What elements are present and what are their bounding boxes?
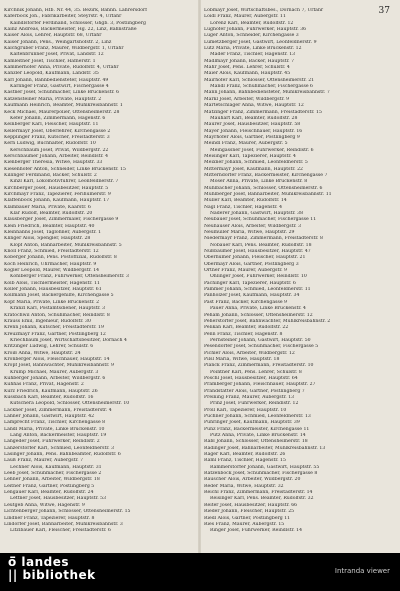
directory-entry: Karlinger Franz, Gastwirt, Fischergasse 4 bbox=[10, 84, 109, 90]
directory-entry: Nöbauer Karl, Pens. Beamter, Rudolfstr. 18 bbox=[210, 242, 312, 248]
directory-entry: Panholzer Josef, Kaufmann, Hauptstr. 34 bbox=[204, 293, 300, 299]
directory-entry: Kanzler Leopold, Kaufmann, Landstr. 35 bbox=[4, 71, 99, 77]
directory-entry: Klinger Alois, Spengler, Hauptstr. 28 bbox=[4, 236, 91, 242]
left-column bbox=[4, 8, 196, 535]
directory-entry: Käferböck Joh., Fabrikarbeiter, Steyrstr. 4, Urfahr bbox=[4, 14, 122, 20]
directory-entry: Pammer Johann, Schmied, Leonfeldnerstr. 11 bbox=[204, 287, 311, 293]
directory-entry: Putz Anna, Private, Linke Brückenstr. 14 bbox=[210, 433, 306, 439]
directory-entry: Kopf Maria, Private, Linke Brückenstr. 2 bbox=[4, 299, 100, 305]
directory-entry: Prandstätter Alois, Gärtner, Pöstlingberg 7 bbox=[204, 388, 305, 394]
directory-entry: Kellermayr Josef, Oberlehrer, Kirchengasse 2 bbox=[4, 128, 111, 134]
directory-entry: Kaiser Johann, Pens., Weingartshofstr. 2, Linz bbox=[4, 39, 112, 45]
directory-entry: Pöschl Josef, Hausbesitzer, Hauptstr. 64 bbox=[204, 375, 298, 381]
directory-entry: Raml Franz, Tischler, Hagenstr. 15 bbox=[204, 458, 286, 464]
directory-entry: Radinger Josef, Bahnarbeiter, Mühlkreisbahnstr. 13 bbox=[204, 445, 326, 451]
directory-entry: Kaltenbrunner Josef, Privat, Landstr. 12 bbox=[10, 52, 104, 58]
directory-entry: Pilsl Maria, Witwe, Hauptstr. 18 bbox=[204, 356, 280, 362]
directory-entry: Kratochwil Anton, Schuhmacher, Reindlstr. 8 bbox=[4, 312, 110, 318]
directory-entry: Mairhofer Karl, Schlosser, Ottensheimerstr. 21 bbox=[204, 77, 315, 83]
directory-entry: Klein Friedrich, Beamter, Hauptstr. 40 bbox=[4, 223, 95, 229]
directory-entry: Kaindlstorfer Ferdinand, Schlosser, Ghgb. 3, Pöstlingberg bbox=[10, 20, 146, 26]
directory-entry: Keck Michael, Maurerpolier, Ottensheimerstr. 28 bbox=[4, 109, 120, 115]
directory-entry: Koch Heinrich, Uhrmacher, Hauptstr. 9 bbox=[4, 261, 97, 267]
directory-entry: Lobmayr Josef, Wirtschaftsbes., Dornach 7, Urfahr bbox=[204, 8, 324, 13]
directory-entry: Kussbach Karl, Beamter, Rudolfstr. 16 bbox=[4, 394, 94, 400]
directory-entry: Lehner Johann, Arbeiter, Wildbergstr. 18 bbox=[4, 477, 100, 483]
directory-entry: Kurz Friedrich, Kaufmann, Hauptstr. 26 bbox=[4, 388, 98, 394]
directory-entry: Kranzl Karl, Postamtsdiener, Hauptstr. 3 bbox=[10, 306, 106, 312]
directory-entry: Lahner Johann, Gastwirt, Hauptstr. 42 bbox=[4, 414, 95, 419]
directory-entry: Martetschläger Anna, Witwe, Hauptstr. 12 bbox=[204, 103, 304, 109]
directory-entry: Kriechbaum Josef, Wirtschaftsbesitzer, Dornach 4 bbox=[10, 337, 127, 343]
directory-entry: Katzensteiner Maria, Private, Hauptstr. 2 bbox=[4, 96, 102, 102]
page-gutter bbox=[198, 0, 201, 553]
directory-entry: Krauss Emil, Ingenieur, Rudolfstr. 30 bbox=[4, 318, 91, 324]
directory-entry: Kreuzmayr Franz, Gärtner, Pöstlingberg 12 bbox=[4, 331, 106, 337]
directory-entry: Obermayr Alois, Gärtner, Pöstlingberg 3 bbox=[204, 261, 299, 267]
directory-entry: Keinberger Karl, Fleischer, Hauptstr. 11 bbox=[4, 122, 99, 128]
directory-entry: Kaufmann Heinrich, Beamter, Mühlkreisbahnstr. 1 bbox=[4, 103, 123, 109]
directory-entry: Loidl Franz, Maurer, Aubergstr. 11 bbox=[204, 14, 286, 20]
directory-entry: Matzinger Franz, Zimmermann, Freistädterstr. 15 bbox=[204, 109, 322, 115]
directory-entry: Reisinger Karl, Pens. Beamter, Rudolfstr. 32 bbox=[210, 496, 314, 502]
directory-entry: Killinger Ferdinand, Bäcker, Schulstr. 2 bbox=[4, 172, 97, 178]
directory-entry: Meisinger Karl, Tapezierer, Hauptstr. 4 bbox=[204, 153, 296, 159]
directory-entry: Litzlbauer Karl, Fleischer, Freistädterstr. 6 bbox=[10, 528, 111, 534]
directory-entry: Kefer Johann, Zimmermann, Hagenstr. 6 bbox=[10, 115, 106, 121]
directory-entry: Kohlberger Franz, Fuhrwerker, Ottensheimerstr. 3 bbox=[10, 274, 129, 280]
directory-entry: Markl Josef, Arbeiter, Wildbergstr. 9 bbox=[204, 96, 290, 102]
directory-entry: Öhlinger Josef, Fuhrwerker, Reindlstr. 10 bbox=[210, 274, 307, 280]
directory-entry: Meindl Franz, Maurer, Aubergstr. 5 bbox=[204, 141, 288, 147]
directory-entry: Kirchberger Josef, Hausbesitzer, Hauptstr. 5 bbox=[4, 185, 109, 191]
directory-entry: Penn Franz, Tischler, Hagenstr. 8 bbox=[204, 331, 283, 337]
directory-entry: Mahr Josef, Pens. Lehrer, Schulstr. 4 bbox=[204, 65, 290, 71]
directory-entry: Kühhas Franz, Privat, Hagenstr. 2 bbox=[4, 382, 84, 388]
directory-entry: Lindorfer Josef, Bahnarbeiter, Mühlkreisbahnstr. 3 bbox=[4, 521, 123, 527]
directory-entry: Kammerhofer Anna, Private, Rudolfstr. 4, Urfahr bbox=[4, 65, 119, 71]
directory-entry: Maier Alois, Kaufmann, Hauptstr. 45 bbox=[204, 71, 291, 77]
directory-entry: Pelikan Karl, Beamter, Rudolfstr. 22 bbox=[204, 325, 289, 331]
directory-entry: Pauer Anna, Private, Linke Brückenstr. 4 bbox=[210, 306, 306, 312]
directory-entry: Pachinger Karl, Tapezierer, Hauptstr. 6 bbox=[204, 280, 296, 286]
directory-entry: Preining Franz, Maurer, Aubergstr. 13 bbox=[204, 394, 295, 400]
directory-entry: Müller Karl, Beamter, Rudolfstr. 14 bbox=[204, 198, 287, 204]
directory-entry: Kolb Alois, Tischlermeister, Hagenstr. 11 bbox=[4, 280, 100, 286]
directory-entry: Lang Anton, Bäckermeister, Hauptstr. 19 bbox=[10, 433, 107, 439]
directory-entry: Kirchmayr Franz, Tapezierer, Ferihumerstr. 9 bbox=[4, 191, 111, 197]
directory-entry: Riedl Alois, Gärtner, Pöstlingberg 11 bbox=[204, 515, 291, 521]
viewer-label[interactable]: Intranda viewer bbox=[334, 567, 390, 575]
directory-entry: Lutz Maria, Private, Linke Brückenstr. 12 bbox=[204, 46, 302, 52]
directory-entry: Kühberger Johann, Arbeiter, Wildbergstr. 6 bbox=[4, 375, 106, 381]
directory-entry: Planck Franz, Zimmermann, Freistädterstr. 10 bbox=[204, 363, 314, 369]
directory-entry: Puchner Johann, Schmied, Leonfeldnerstr. 13 bbox=[204, 414, 311, 419]
directory-entry: Rammerstorfer Johann, Gastwirt, Hauptstr. 55 bbox=[210, 464, 320, 470]
directory-entry: Kerschbaum Josef, Privat, Wildbergstr. 22 bbox=[10, 147, 109, 153]
directory-entry: Pointner Karl, Pens. Lehrer, Schulstr. 8 bbox=[210, 369, 302, 375]
directory-entry: Neubauer Josef, Schuhmacher, Fischergasse 11 bbox=[204, 217, 317, 223]
directory-entry: Kastner Josef, Schuhmacher, Linke Brückenstr. 6 bbox=[4, 90, 120, 96]
directory-entry: Koller Johann, Hausbesitzer, Hauptstr. 61 bbox=[4, 287, 102, 293]
directory-entry: Oberhumer Johann, Fleischer, Hauptstr. 21 bbox=[204, 255, 306, 261]
directory-entry: Kirchnik Johann, Hfb. Nr. 44, 35. Bezirk, Bahnh. Lahrersdorf bbox=[4, 8, 147, 13]
directory-entry: Klausberger Josef, Zimmermaler, Fischergasse 9 bbox=[4, 217, 119, 223]
directory-entry: Lorenz Karl, Beamter, Rudolfstr. 12 bbox=[210, 20, 294, 26]
directory-entry: Lengauer Karl, Beamter, Rudolfstr. 24 bbox=[4, 490, 94, 496]
directory-entry: Langeder Josef, Fuhrwerker, Reindlstr. 2 bbox=[4, 439, 100, 445]
directory-entry: Nagl Franz, Tischler, Hagenstr. 4 bbox=[204, 204, 283, 210]
directory-entry: Niedermayr Franz, Zimmermann, Freistädterstr. 8 bbox=[204, 236, 323, 242]
directory-entry: Reichl Franz, Zimmermann, Freistädterstr. 14 bbox=[204, 490, 313, 496]
directory-entry: Pühringer Josef, Kaufmann, Hauptstr. 39 bbox=[204, 420, 300, 426]
directory-entry: Mühlbacher Johann, Schlosser, Ottensheimerstr. 6 bbox=[204, 185, 323, 191]
directory-entry: Mayrhofer Alois, Gärtner, Pöstlingberg 9 bbox=[204, 134, 300, 140]
directory-entry: Rauscher Alois, Arbeiter, Wildbergstr. 20 bbox=[204, 477, 301, 483]
directory-entry: Leitner Franz, Gärtner, Pöstlingberg 5 bbox=[4, 483, 95, 489]
directory-entry: Neuhauser Alois, Arbeiter, Wildbergstr. 3 bbox=[204, 223, 302, 229]
directory-entry: Lechner Alois, Kaufmann, Hauptstr. 31 bbox=[10, 464, 102, 470]
directory-entry: Lanzerstorfer Karl, Schmied, Leonfeldnerstr. 3 bbox=[4, 445, 115, 451]
directory-entry: Reiter Josef, Hausbesitzer, Hauptstr. 66 bbox=[204, 502, 298, 508]
directory-entry: Ries Franz, Maurer, Aubergstr. 15 bbox=[204, 521, 285, 527]
directory-entry: Lindner Franz, Tapezierer, Hauptstr. 8 bbox=[4, 515, 95, 521]
directory-entry: Klopf Anton, Bahnarbeiter, Mühlkreisbahnstr. 5 bbox=[10, 242, 122, 248]
directory-entry: Pramberger Johann, Fleischhauer, Hauptstr. 27 bbox=[204, 382, 316, 388]
directory-entry: Mitterndorfer Franz, Bäckermeister, Kirchengasse 7 bbox=[204, 172, 328, 178]
directory-entry: Luger Anton, Schneider, Kirchengasse 3 bbox=[204, 33, 299, 39]
directory-entry: Kutschera Leopold, Schlosser, Ottensheimerstr. 10 bbox=[10, 401, 130, 407]
logo-line-1: ö̈ landes bbox=[8, 555, 70, 569]
directory-entry: Klaffenböck Johann, Kaufmann, Hauptstr. 17 bbox=[4, 198, 110, 204]
directory-entry: Pesendorfer Josef, Schuhmacher, Fischergasse 5 bbox=[204, 344, 319, 350]
directory-entry: Past Franz, Bäcker, Kirchengasse 9 bbox=[204, 299, 287, 305]
directory-entry: Kronberger Alois, Fleischhauer, Hauptstr. 14 bbox=[4, 356, 110, 362]
directory-entry: Kepplinger Franz, Kutscher, Freistädterstr. 3 bbox=[4, 134, 110, 140]
directory-entry: Prinz Josef, Fuhrwerker, Reindlstr. 12 bbox=[210, 401, 299, 407]
directory-entry: Peham Johann, Schlosser, Ottensheimerstr. 12 bbox=[204, 312, 313, 318]
directory-entry: Ringer Josef, Fuhrwerker, Reindlstr. 14 bbox=[210, 528, 303, 534]
directory-entry: Naderer Johann, Gastwirt, Hauptstr. 38 bbox=[210, 211, 304, 216]
directory-entry: Mayer Johann, Fleischhauer, Hauptstr. 16 bbox=[204, 128, 303, 134]
directory-entry: Klar Rudolf, Beamter, Rudolfstr. 20 bbox=[10, 211, 93, 216]
directory-entry: Kropf Josef, Bahnwächter, Mühlkreisbahnstr. 9 bbox=[4, 363, 114, 369]
directory-entry: Rabl Johann, Schlosser, Ottensheimerstr. 18 bbox=[204, 439, 308, 445]
directory-entry: Leeb Josef, Schuhmacher, Fischergasse 2 bbox=[4, 471, 102, 477]
directory-entry: Rager Karl, Beamter, Rudolfstr. 26 bbox=[204, 452, 286, 458]
directory-entry: Reder Maria, Witwe, Hauptstr. 32 bbox=[204, 483, 284, 489]
library-logo[interactable] bbox=[8, 556, 96, 582]
directory-entry: Lichtenberger Johann, Schlosser, Ottensheimerstr. 15 bbox=[4, 509, 131, 515]
directory-entry: Punz Franz, Bäckermeister, Kirchengasse 11 bbox=[204, 426, 310, 432]
directory-entry: Lamprecht Franz, Tischler, Kirchengasse 8 bbox=[4, 420, 106, 426]
directory-entry: Ratzenböck Josef, Schuhmacher, Fischergasse 8 bbox=[204, 471, 318, 477]
directory-entry: Kainz Andreas, Bäckermeister, Hg. 22, Linz, Bahnstraße bbox=[4, 27, 137, 33]
directory-entry: Mann Johann, Bahnbediensteter, Mühlkreisbahnstr. 7 bbox=[204, 90, 330, 96]
directory-entry: Moser Anna, Private, Linke Brückenstr. 8 bbox=[210, 179, 308, 185]
directory-entry: Mittermayr Josef, Kaufmann, Hauptstr. 22 bbox=[204, 166, 303, 172]
directory-entry: Lasinger Johann, Pens. Bahnbeamter, Rudolfstr. 6 bbox=[4, 452, 121, 458]
directory-entry: Peherstorfer Josef, Bahnwächter, Mühlkreisbahnstr. 2 bbox=[204, 318, 331, 324]
logo-line-2: || bibliothek bbox=[8, 568, 96, 582]
directory-entry: Krump Michael, Maurer, Aubergstr. 3 bbox=[10, 369, 99, 375]
directory-entry: Kritzinger Ludwig, Lehrer, Schulstr. 6 bbox=[4, 344, 94, 350]
directory-entry: Lughofer Johann, Fuhrwerker, Hauptstr. 36 bbox=[204, 27, 307, 33]
directory-entry: Kroiß Anna, Witwe, Hauptstr. 24 bbox=[4, 350, 81, 356]
directory-entry: Ortner Franz, Maurer, Aubergstr. 9 bbox=[204, 268, 287, 274]
directory-entry: Maurer Josef, Hausbesitzer, Hauptstr. 58 bbox=[204, 122, 301, 128]
directory-entry: Kern Ludwig, Buchhalter, Rudolfstr. 10 bbox=[4, 141, 96, 147]
directory-entry: Madlmayr Johann, Bäcker, Hauptstr. 7 bbox=[204, 58, 295, 64]
page-number: 37 bbox=[378, 6, 390, 16]
directory-entry: Kogler Leopold, Maurer, Wildbergstr. 14 bbox=[4, 268, 100, 274]
directory-entry: Leutgeb Anna, Witwe, Hagenstr. 9 bbox=[4, 502, 85, 508]
viewer-footer bbox=[0, 553, 400, 591]
directory-entry: Pröll Karl, Tapezierer, Hauptstr. 10 bbox=[204, 407, 287, 413]
directory-entry: Karl Johann, Bahnbediensteter, Hauptstr. 49 bbox=[4, 77, 109, 83]
directory-entry: Pernsteiner Johann, Gastwirt, Hauptstr. 50 bbox=[210, 337, 311, 343]
directory-entry: Meingassner Josef, Fuhrwerker, Reindlstr. 6 bbox=[210, 147, 314, 153]
directory-entry: Rieder Johann, Fleischer, Hauptstr. 25 bbox=[204, 509, 295, 515]
directory-entry: Lettner Josef, Hausbesitzer, Hauptstr. 53 bbox=[10, 496, 107, 502]
directory-entry: Kalchgruber Franz, Maurer, Wildbergstr. 1, Urfahr bbox=[4, 46, 124, 52]
directory-entry: Nußbaumer Josef, Hausbesitzer, Hauptstr. 47 bbox=[204, 249, 311, 255]
directory-entry: Mader Franz, Tischler, Hagenstr. 13 bbox=[210, 52, 296, 58]
directory-entry: Lauß Franz, Maurer, Aubergstr. 7 bbox=[4, 458, 84, 464]
directory-entry: Neumüller Maria, Witwe, Hauptstr. 29 bbox=[204, 230, 295, 236]
directory-entry: Lumetzberger Josef, Gastwirt, Leonfeldnerstr. 9 bbox=[204, 39, 317, 45]
directory-entry: Kienberger Theresia, Witwe, Hauptstr. 33 bbox=[4, 160, 103, 166]
directory-entry: Kiesenhofer Anton, Schneider, Linke Brückenstr. 15 bbox=[4, 166, 126, 172]
directory-entry: Koberger Johann, Pens. Postoffizial, Rudolfstr. 8 bbox=[4, 255, 117, 261]
directory-entry: Kollmann Josef, Bäckergehilfe, Kirchengasse 5 bbox=[4, 293, 114, 299]
directory-entry: Pichler Alois, Arbeiter, Wildbergstr. 12 bbox=[204, 350, 295, 356]
directory-entry: Kinzl Karl, Lokomotivführer, Leonfeldnerstr. 7 bbox=[10, 179, 119, 185]
directory-entry: Landl Maria, Private, Linke Brückenstr. 10 bbox=[4, 426, 105, 432]
directory-entry: Klambauer Maria, Private, Kaarstr. 6 bbox=[4, 204, 91, 210]
directory-entry: Lackner Josef, Zimmermann, Freistädterstr. 4 bbox=[4, 407, 112, 413]
directory-entry: Kamleitner Josef, Tischler, Hafnerstr. 1 bbox=[4, 58, 96, 64]
directory-entry: Mühlberger Josef, Bahnarbeiter, Mühlkreisbahnstr. 11 bbox=[204, 191, 332, 197]
directory-entry: Knoll Franz, Schmied, Freistädterstr. 12 bbox=[4, 249, 99, 255]
directory-entry: Meixner Johann, Schmied, Leonfeldnerstr. 5 bbox=[204, 160, 308, 166]
right-column bbox=[204, 8, 396, 535]
directory-entry: Kleinhanns Josef, Taglöhner, Aubergstr. 1 bbox=[4, 230, 102, 236]
directory-entry: Mauhart Karl, Beamter, Rudolfstr. 28 bbox=[210, 115, 298, 121]
directory-entry: Krenn Johann, Kutscher, Freistädterstr. 19 bbox=[4, 325, 104, 331]
directory-entry: Mandl Franz, Schuhmacher, Fischergasse 6 bbox=[210, 84, 313, 90]
directory-entry: Kaiser Alois, Lehrer, Hauptstr. 68, Urfahr bbox=[4, 33, 102, 39]
directory-entry: Kerschbaumer Johann, Arbeiter, Reindlstr. 4 bbox=[4, 153, 109, 159]
